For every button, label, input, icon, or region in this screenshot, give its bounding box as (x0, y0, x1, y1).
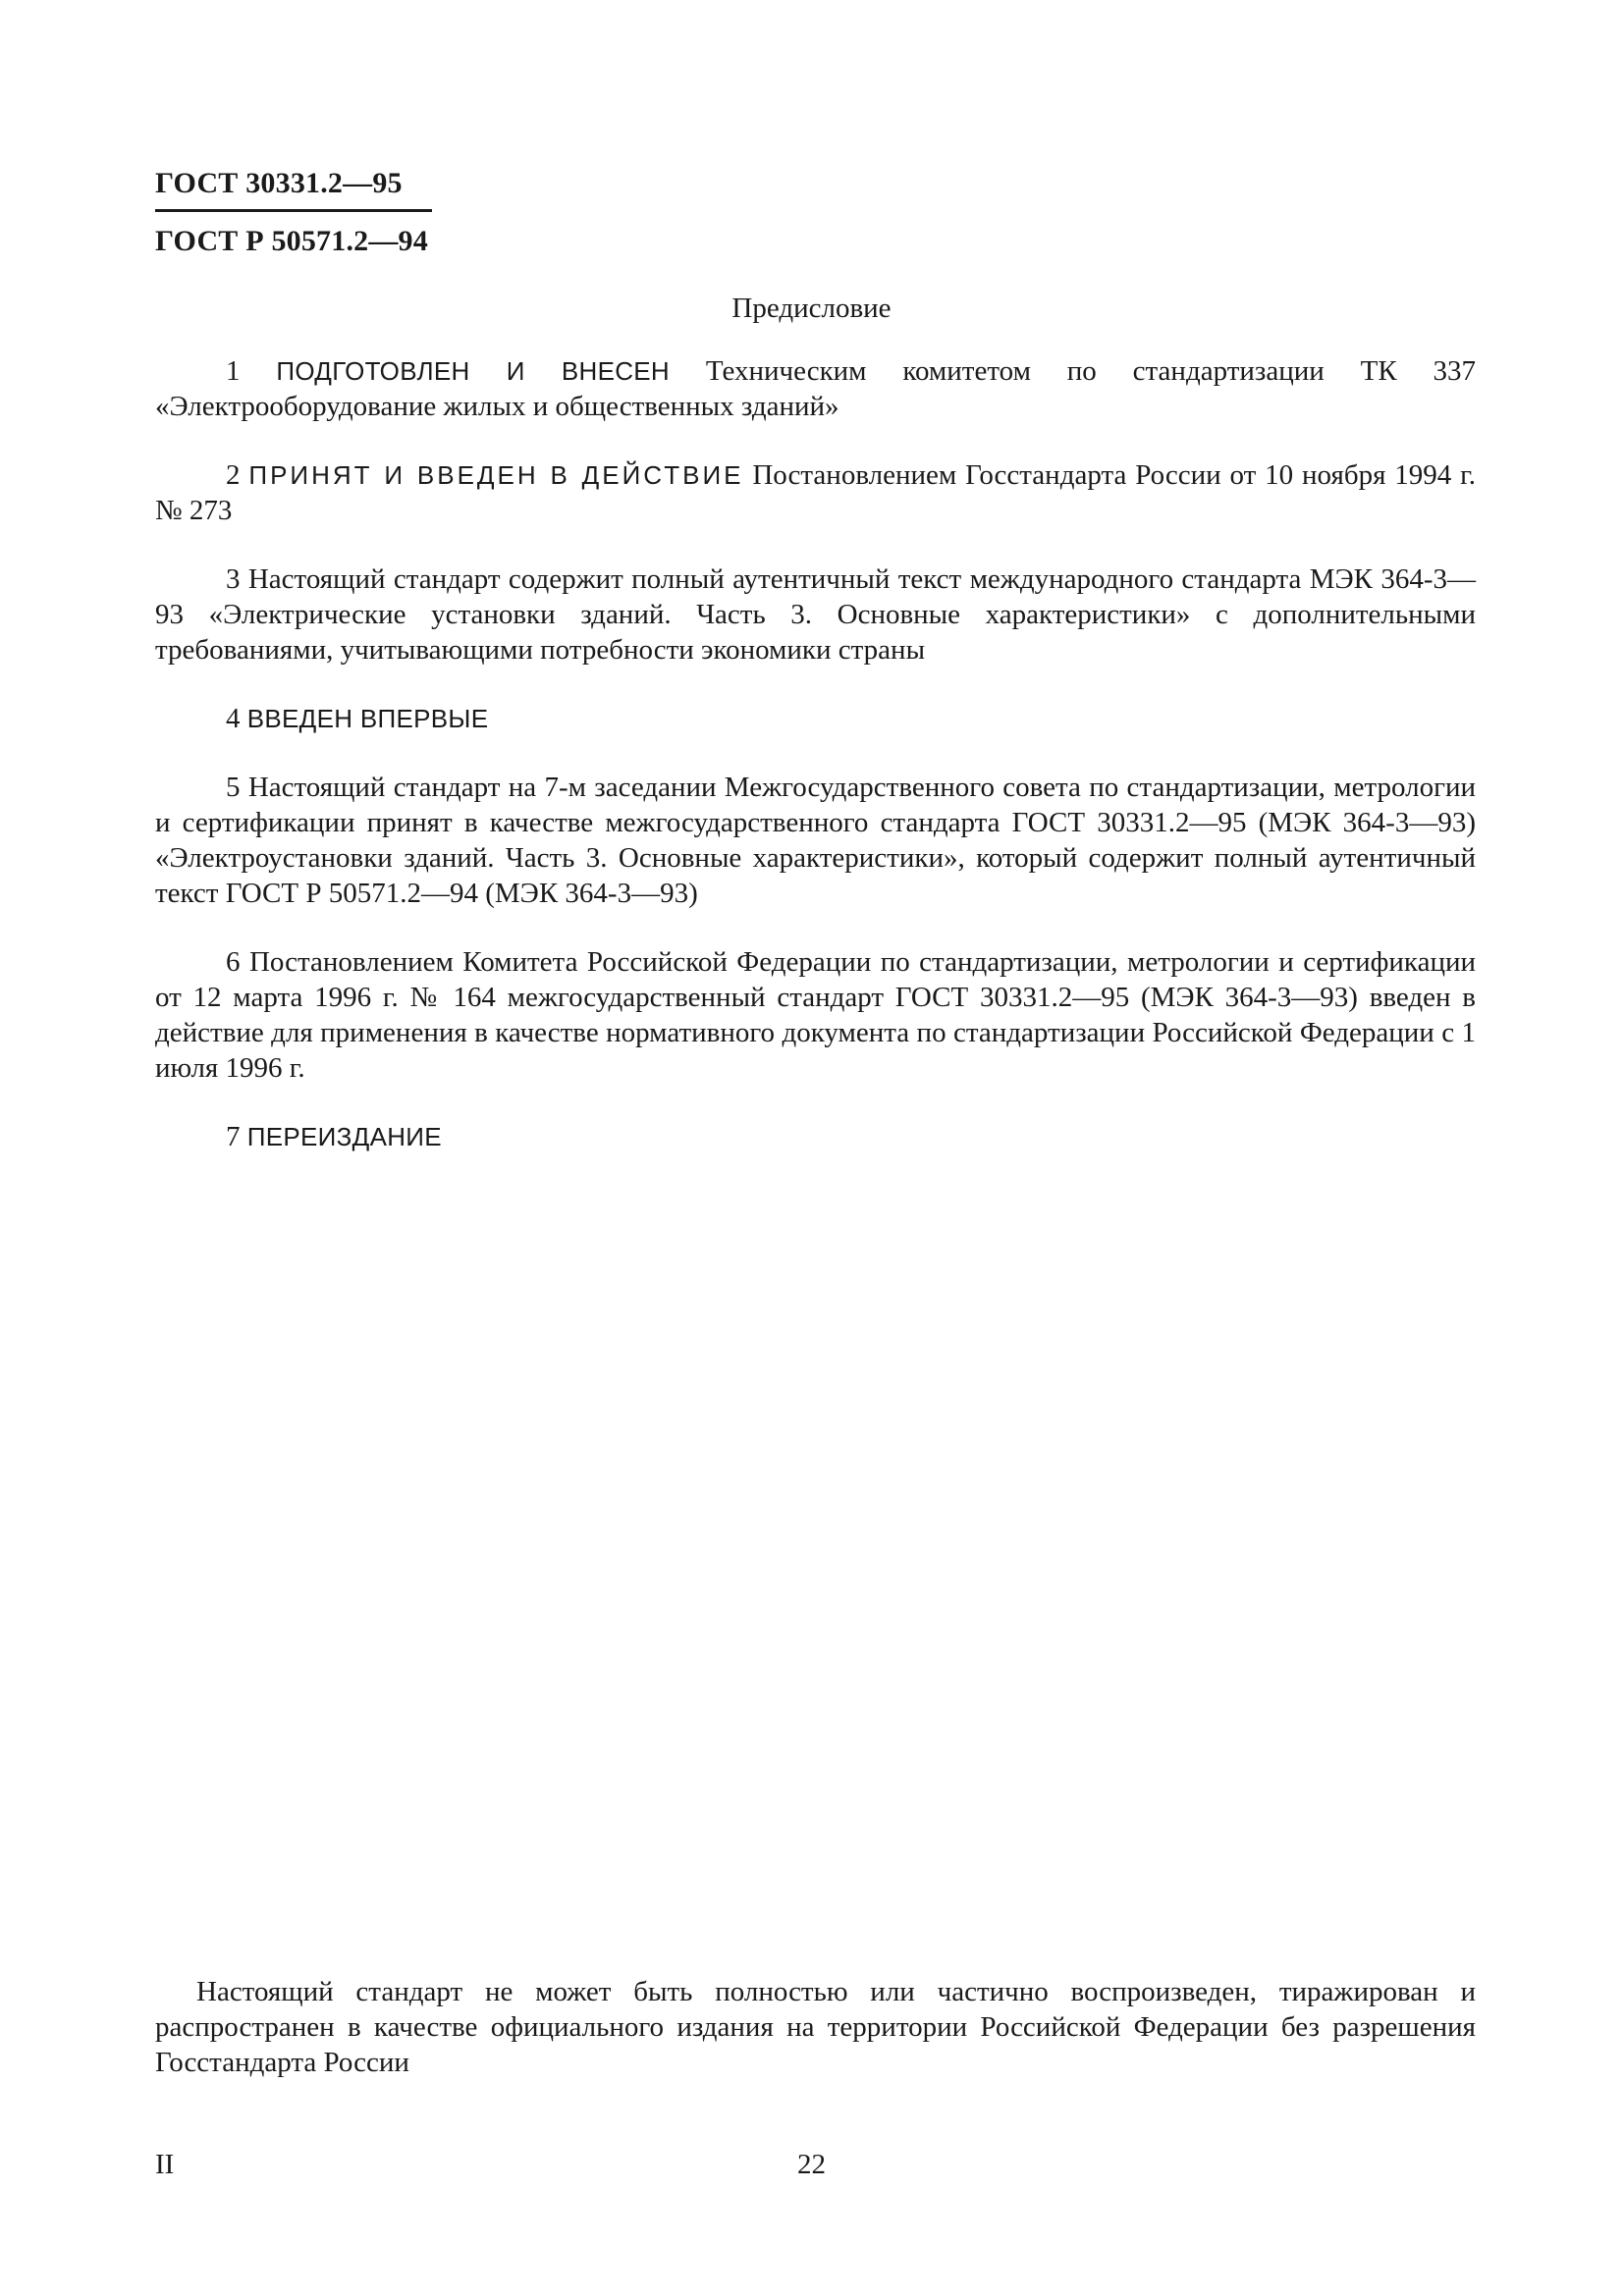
item-caps-lead: ПЕРЕИЗДАНИЕ (246, 1122, 442, 1151)
standard-code-interstate: ГОСТ 30331.2—95 (155, 162, 432, 212)
copyright-notice: Настоящий стандарт не может быть полностью или частично воспроизведен, тиражирован и распространен в качестве официального издания на территории Российской Федерации без разрешения Госстандарта России (155, 1976, 1476, 2078)
item-text: Постановлением Госстандарта России от 10 ноября 1994 г. № 273 (155, 459, 1477, 526)
foreword-item-2 (155, 457, 1476, 528)
standard-codes (155, 162, 432, 267)
item-text: Настоящий стандарт содержит полный аутентичный текст международного стандарта МЭК 364-3—93 «Электрические установки зданий. Часть 3. Основные характеристики» с дополнительными требованиями, учитывающими потребности экономики страны (155, 563, 1477, 666)
item-caps-lead: ПРИНЯТ И ВВЕДЕН В ДЕЙСТВИЕ (248, 460, 744, 490)
standard-code-national: ГОСТ Р 50571.2—94 (155, 225, 428, 257)
item-number: 6 (226, 946, 241, 978)
item-caps-lead: ВВЕДЕН ВПЕРВЫЕ (246, 704, 489, 733)
page-number: 22 (797, 2149, 826, 2180)
foreword-item-5 (155, 770, 1476, 911)
roman-page-marker: II (155, 2149, 175, 2180)
item-number: 1 (226, 355, 241, 387)
item-caps-lead: ПОДГОТОВЛЕН И ВНЕСЕН (276, 356, 671, 386)
item-number: 2 (226, 459, 241, 491)
foreword-item-3 (155, 561, 1476, 667)
page-title: Предисловие (731, 293, 892, 324)
item-text: Постановлением Комитета Российской Федерации по стандартизации, метрологии и сертификации от 12 марта 1996 г. № 164 межгосударственный стандарт ГОСТ 30331.2—95 (МЭК 364-3—93) введен в действие для применения в качестве нормативного документа по стандартизации Российской Федерации с 1 июля 1996 г. (155, 946, 1477, 1084)
item-number: 5 (226, 772, 241, 803)
item-number: 7 (226, 1121, 241, 1152)
foreword-item-6 (155, 944, 1476, 1086)
item-number: 4 (226, 703, 241, 734)
foreword-item-4 (155, 701, 1476, 736)
item-text: Техническим комитетом по стандартизации ТК 337 «Электрооборудование жилых и общественных зданий» (155, 355, 1477, 422)
foreword-body (155, 353, 1476, 1188)
item-number: 3 (226, 563, 241, 595)
foreword-item-7 (155, 1119, 1476, 1154)
item-text: Настоящий стандарт на 7-м заседании Межгосударственного совета по стандартизации, метрологии и сертификации принят в качестве межгосударственного стандарта ГОСТ 30331.2—95 (МЭК 364-3—93) «Электроустановки зданий. Часть 3. Основные характеристики», который содержит полный аутентичный текст ГОСТ Р 50571.2—94 (МЭК 364-3—93) (155, 772, 1477, 909)
foreword-item-1 (155, 353, 1476, 424)
